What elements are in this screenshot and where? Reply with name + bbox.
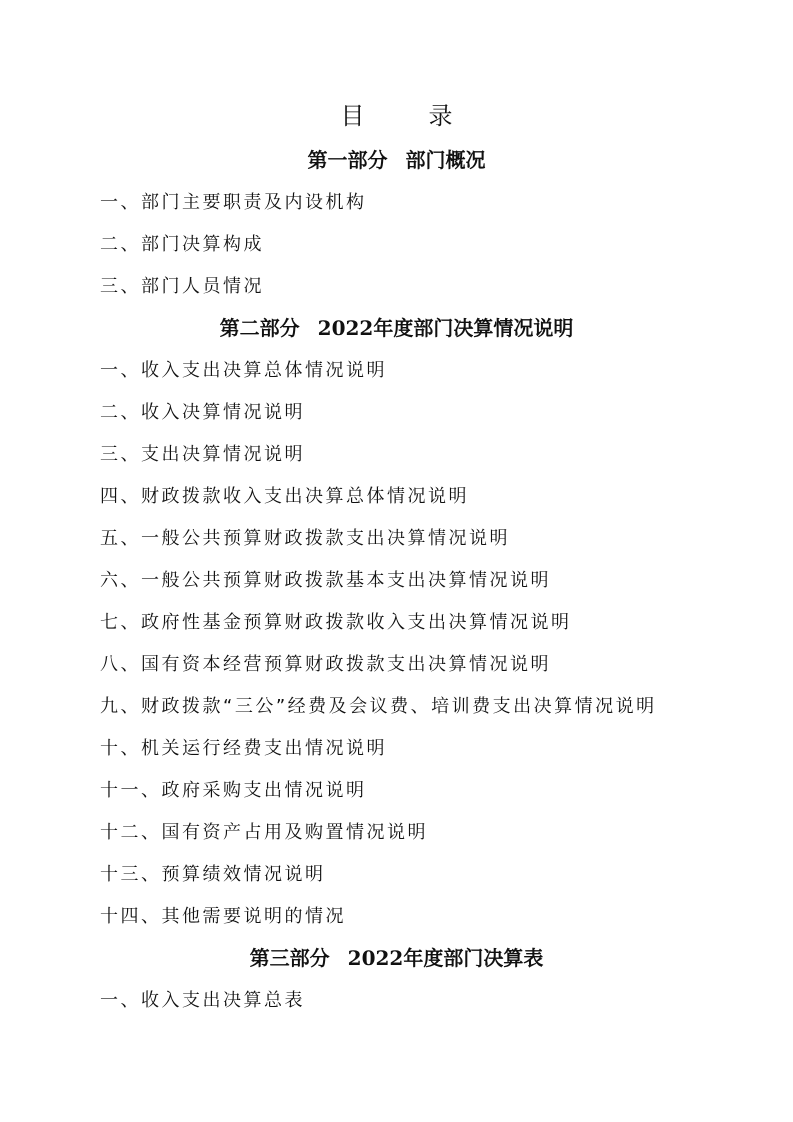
part-heading-3 — [0, 944, 793, 972]
part-heading-1 — [0, 146, 793, 174]
part-heading-2 — [0, 314, 793, 342]
toc-item: 六、一般公共预算财政拨款基本支出决算情况说明 — [100, 570, 551, 591]
part-label: 第三部分 — [249, 946, 330, 970]
part-title: 2022年度部门决算情况说明 — [317, 316, 574, 340]
toc-item: 一、收入支出决算总表 — [100, 990, 305, 1011]
toc-item: 三、支出决算情况说明 — [100, 444, 305, 465]
toc-item: 五、一般公共预算财政拨款支出决算情况说明 — [100, 528, 510, 549]
toc-item: 七、政府性基金预算财政拨款收入支出决算情况说明 — [100, 612, 572, 633]
part-title: 部门概况 — [405, 148, 486, 172]
toc-item: 八、国有资本经营预算财政拨款支出决算情况说明 — [100, 654, 551, 675]
toc-item: 九、财政拨款“三公”经费及会议费、培训费支出决算情况说明 — [100, 696, 657, 717]
toc-item: 一、部门主要职责及内设机构 — [100, 192, 367, 213]
toc-item: 十四、其他需要说明的情况 — [100, 906, 346, 927]
part-label: 第二部分 — [219, 316, 300, 340]
toc-item: 四、财政拨款收入支出决算总体情况说明 — [100, 486, 469, 507]
part-title: 2022年度部门决算表 — [347, 946, 544, 970]
page-title: 目 录 — [340, 102, 473, 130]
toc-item: 三、部门人员情况 — [100, 276, 264, 297]
toc-item: 二、部门决算构成 — [100, 234, 264, 255]
part-label: 第一部分 — [307, 148, 388, 172]
toc-item: 二、收入决算情况说明 — [100, 402, 305, 423]
toc-item: 十三、预算绩效情况说明 — [100, 864, 326, 885]
toc-item: 一、收入支出决算总体情况说明 — [100, 360, 387, 381]
toc-item: 十、机关运行经费支出情况说明 — [100, 738, 387, 759]
toc-item: 十一、政府采购支出情况说明 — [100, 780, 367, 801]
toc-item: 十二、国有资产占用及购置情况说明 — [100, 822, 428, 843]
